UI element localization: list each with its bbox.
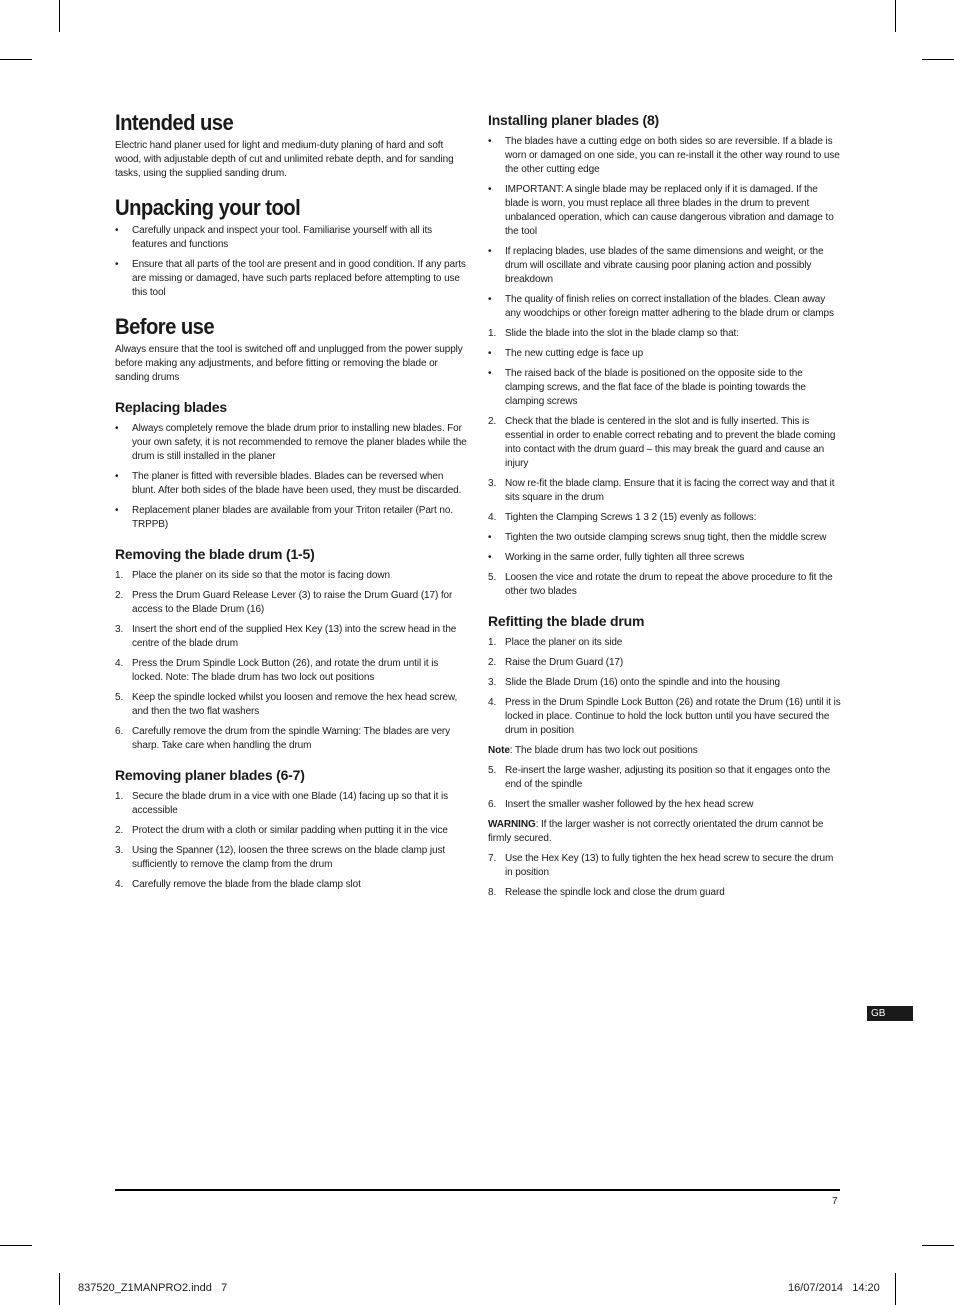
page-number: 7	[832, 1196, 838, 1207]
list-item: 4. Press in the Drum Spindle Lock Button (26) and rotate the Drum (16) until it is locked in place. Continue to hold the lock button until you have secured the drum in position	[488, 697, 841, 736]
list-item: • Always completely remove the blade drum prior to installing new blades. For your own safety, it is not recommended to remove the planer blades while the drum is still installed in the planer	[115, 423, 467, 462]
replacing-blades-list	[115, 422, 467, 532]
crop-mark	[922, 1245, 954, 1246]
list-item: 3. Slide the Blade Drum (16) onto the spindle and into the housing	[488, 677, 780, 688]
list-item: 6. Carefully remove the drum from the spindle Warning: The blades are very sharp. Take care when handling the drum	[115, 726, 451, 751]
footer-rule	[115, 1189, 840, 1191]
note-label: Note	[488, 745, 510, 756]
crop-mark	[895, 1273, 896, 1305]
list-item: • The planer is fitted with reversible blades. Blades can be reversed when blunt. After both sides of the blade have been used, they must be discarded.	[115, 471, 462, 496]
list-item: 7. Use the Hex Key (13) to fully tighten the hex head screw to secure the drum in position	[488, 853, 834, 878]
list-item: 2. Check that the blade is centered in the slot and is fully inserted. This is essential in order to enable correct rebating and to prevent the blade coming into contact with the drum guard – this may break the guard and cause an injury	[488, 416, 836, 469]
heading-refitting-drum: Refitting the blade drum	[488, 613, 645, 629]
crop-mark	[59, 1273, 60, 1305]
list-item: • Carefully unpack and inspect your tool. Familiarise yourself with all its features and functions	[115, 225, 433, 250]
heading-removing-drum: Removing the blade drum (1-5)	[115, 546, 315, 562]
crop-mark	[0, 1245, 32, 1246]
heading-before-use: Before use	[115, 314, 215, 339]
right-column	[488, 112, 842, 906]
warning-label: WARNING	[488, 819, 536, 830]
list-item: 8. Release the spindle lock and close the drum guard	[488, 887, 725, 898]
list-item: 4. Carefully remove the blade from the blade clamp slot	[115, 879, 361, 890]
list-item: 4. Tighten the Clamping Screws 1 3 2 (15) evenly as follows:	[488, 512, 757, 523]
removing-blades-list	[115, 790, 467, 892]
refitting-list	[488, 636, 842, 738]
list-item: • The new cutting edge is face up	[488, 348, 644, 359]
language-tab: GB	[867, 1006, 913, 1021]
list-item: 5. Keep the spindle locked whilst you loosen and remove the hex head screw, and then the two flat washers	[115, 692, 458, 717]
list-item: • Ensure that all parts of the tool are present and in good condition. If any parts are missing or damaged, have such parts replaced before attempting to use this tool	[115, 259, 466, 298]
list-item: 5. Loosen the vice and rotate the drum to repeat the above procedure to fit the other two blades	[488, 572, 833, 597]
list-item: 1. Place the planer on its side so that the motor is facing down	[115, 570, 390, 581]
removing-drum-list	[115, 569, 467, 753]
list-item: 1. Place the planer on its side	[488, 637, 623, 648]
list-item: 3. Using the Spanner (12), loosen the three screws on the blade clamp just sufficiently to remove the clamp from the drum	[115, 845, 446, 870]
note-text: Note: The blade drum has two lock out positions	[488, 745, 698, 756]
list-item: 2. Raise the Drum Guard (17)	[488, 657, 624, 668]
list-item: • The raised back of the blade is positioned on the opposite side to the clamping screws, and the flat face of the blade is pointing towards the clamping screws	[488, 368, 806, 407]
left-column	[115, 110, 467, 898]
list-item: 2. Press the Drum Guard Release Lever (3) to raise the Drum Guard (17) for access to the Blade Drum (16)	[115, 590, 453, 615]
list-item: • Working in the same order, fully tighten all three screws	[488, 552, 745, 563]
list-item: • The blades have a cutting edge on both sides so are reversible. If a blade is worn or damaged on one side, you can re-install it the other way round to use the other cutting edge	[488, 136, 840, 175]
list-item: 1. Secure the blade drum in a vice with one Blade (14) facing up so that it is accessible	[115, 791, 449, 816]
warning-text: WARNING: If the larger washer is not correctly orientated the drum cannot be firmly secured.	[488, 819, 824, 844]
heading-unpacking: Unpacking your tool	[115, 195, 301, 220]
crop-mark	[59, 0, 60, 32]
list-item: • If replacing blades, use blades of the same dimensions and weight, or the drum will oscillate and vibrate causing poor planing action and possibly breakdown	[488, 246, 824, 285]
intended-use-text: Electric hand planer used for light and medium-duty planing of hard and soft wood, with adjustable depth of cut and unlimited rebate depth, and for sanding tasks, using the supplied sanding drum.	[115, 140, 454, 179]
crop-mark	[922, 59, 954, 60]
list-item: 5. Re-insert the large washer, adjusting its position so that it engages onto the end of the spindle	[488, 765, 831, 790]
heading-replacing-blades: Replacing blades	[115, 399, 227, 415]
before-use-text: Always ensure that the tool is switched off and unplugged from the power supply before making any adjustments, and before fitting or removing the blade or sanding drums	[115, 344, 463, 383]
list-item: • IMPORTANT: A single blade may be replaced only if it is damaged. If the blade is worn, you must replace all three blades in the drum to prevent unbalanced operation, which can cause dangerous vibration and damage to the tool	[488, 184, 834, 237]
refitting-list-2	[488, 764, 842, 812]
list-item: 2. Protect the drum with a cloth or similar padding when putting it in the vice	[115, 825, 448, 836]
unpacking-list	[115, 224, 467, 300]
refitting-list-3	[488, 852, 842, 900]
crop-mark	[0, 59, 32, 60]
list-item: • Replacement planer blades are available from your Triton retailer (Part no. TRPPB)	[115, 505, 453, 530]
list-item: 6. Insert the smaller washer followed by the hex head screw	[488, 799, 754, 810]
print-slug-date: 16/07/2014 14:20	[788, 1282, 880, 1294]
list-item: 3. Insert the short end of the supplied Hex Key (13) into the screw head in the centre of the blade drum	[115, 624, 457, 649]
heading-removing-blades: Removing planer blades (6-7)	[115, 767, 305, 783]
crop-mark	[895, 0, 896, 32]
list-item: 3. Now re-fit the blade clamp. Ensure that it is facing the correct way and that it sits square in the drum	[488, 478, 835, 503]
list-item: 1. Slide the blade into the slot in the blade clamp so that:	[488, 328, 739, 339]
installing-list	[488, 135, 842, 599]
list-item: • Tighten the two outside clamping screws snug tight, then the middle screw	[488, 532, 827, 543]
heading-intended-use: Intended use	[115, 110, 234, 135]
heading-installing-blades: Installing planer blades (8)	[488, 112, 659, 128]
list-item: • The quality of finish relies on correct installation of the blades. Clean away any woodchips or other foreign matter adhering to the blade drum or clamps	[488, 294, 834, 319]
list-item: 4. Press the Drum Spindle Lock Button (26), and rotate the drum until it is locked. Note: The blade drum has two lock out positions	[115, 658, 439, 683]
print-slug-file: 837520_Z1MANPRO2.indd 7	[78, 1282, 228, 1294]
